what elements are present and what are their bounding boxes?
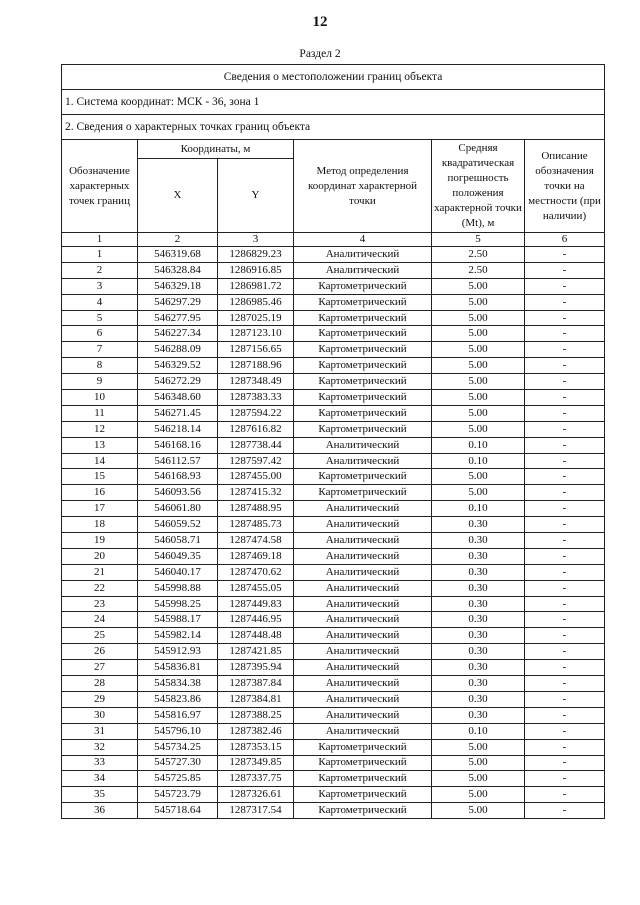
error-cell: 5.00: [432, 390, 525, 406]
x-coordinate-cell: 546061.80: [138, 501, 218, 517]
description-cell: -: [525, 676, 605, 692]
error-cell: 0.10: [432, 501, 525, 517]
page-number: 12: [312, 14, 328, 30]
header-x: X: [138, 159, 218, 233]
y-coordinate-cell: 1287446.95: [218, 612, 294, 628]
y-coordinate-cell: 1286916.85: [218, 262, 294, 278]
x-coordinate-cell: 546093.56: [138, 485, 218, 501]
x-coordinate-cell: 545723.79: [138, 787, 218, 803]
y-coordinate-cell: 1287485.73: [218, 517, 294, 533]
table-row: [62, 628, 605, 644]
x-coordinate-cell: 546058.71: [138, 533, 218, 549]
error-cell: 5.00: [432, 485, 525, 501]
x-coordinate-cell: 546040.17: [138, 564, 218, 580]
method-cell: Картометрический: [294, 405, 432, 421]
point-number-cell: 7: [62, 342, 138, 358]
x-coordinate-cell: 546168.16: [138, 437, 218, 453]
x-coordinate-cell: 546271.45: [138, 405, 218, 421]
method-cell: Картометрический: [294, 390, 432, 406]
description-cell: -: [525, 596, 605, 612]
method-cell: Аналитический: [294, 723, 432, 739]
description-cell: -: [525, 326, 605, 342]
error-cell: 5.00: [432, 739, 525, 755]
coord-system-row: 1. Система координат: МСК - 36, зона 1: [62, 90, 605, 115]
error-cell: 5.00: [432, 294, 525, 310]
description-cell: -: [525, 453, 605, 469]
method-cell: Аналитический: [294, 533, 432, 549]
point-number-cell: 8: [62, 358, 138, 374]
error-cell: 0.30: [432, 533, 525, 549]
table-row: [62, 548, 605, 564]
method-cell: Картометрический: [294, 469, 432, 485]
y-coordinate-cell: 1286985.46: [218, 294, 294, 310]
table-row: [62, 453, 605, 469]
description-cell: -: [525, 644, 605, 660]
method-cell: Картометрический: [294, 294, 432, 310]
table-row: [62, 564, 605, 580]
description-cell: -: [525, 501, 605, 517]
error-cell: 0.30: [432, 580, 525, 596]
y-coordinate-cell: 1287025.19: [218, 310, 294, 326]
error-cell: 0.10: [432, 437, 525, 453]
x-coordinate-cell: 546049.35: [138, 548, 218, 564]
table-row: [62, 533, 605, 549]
table-row: [62, 342, 605, 358]
y-coordinate-cell: 1287488.95: [218, 501, 294, 517]
description-cell: -: [525, 580, 605, 596]
point-number-cell: 16: [62, 485, 138, 501]
method-cell: Картометрический: [294, 485, 432, 501]
y-coordinate-cell: 1287474.58: [218, 533, 294, 549]
x-coordinate-cell: 546319.68: [138, 247, 218, 263]
y-coordinate-cell: 1287470.62: [218, 564, 294, 580]
method-cell: Аналитический: [294, 247, 432, 263]
table-row: [62, 310, 605, 326]
table-row: [62, 723, 605, 739]
point-number-cell: 26: [62, 644, 138, 660]
header-y: Y: [218, 159, 294, 233]
point-number-cell: 13: [62, 437, 138, 453]
x-coordinate-cell: 546348.60: [138, 390, 218, 406]
column-number: 5: [432, 233, 525, 247]
column-number-row: [62, 233, 605, 247]
description-cell: -: [525, 739, 605, 755]
description-cell: -: [525, 374, 605, 390]
y-coordinate-cell: 1287395.94: [218, 660, 294, 676]
description-cell: -: [525, 517, 605, 533]
method-cell: Аналитический: [294, 564, 432, 580]
table-row: [62, 247, 605, 263]
method-cell: Картометрический: [294, 421, 432, 437]
description-cell: -: [525, 564, 605, 580]
description-cell: -: [525, 390, 605, 406]
error-cell: 5.00: [432, 374, 525, 390]
error-cell: 0.30: [432, 548, 525, 564]
y-coordinate-cell: 1287449.83: [218, 596, 294, 612]
y-coordinate-cell: 1287337.75: [218, 771, 294, 787]
point-number-cell: 24: [62, 612, 138, 628]
method-cell: Картометрический: [294, 787, 432, 803]
section-label: Раздел 2: [299, 48, 341, 60]
method-cell: Картометрический: [294, 755, 432, 771]
error-cell: 5.00: [432, 405, 525, 421]
table-row: [62, 707, 605, 723]
method-cell: Аналитический: [294, 612, 432, 628]
method-cell: Картометрический: [294, 374, 432, 390]
table-row: [62, 596, 605, 612]
point-number-cell: 21: [62, 564, 138, 580]
description-cell: -: [525, 548, 605, 564]
y-coordinate-cell: 1287388.25: [218, 707, 294, 723]
error-cell: 0.30: [432, 707, 525, 723]
x-coordinate-cell: 545725.85: [138, 771, 218, 787]
header-error: Средняя квадратическая погрешность положения характерной точки (Mt), м: [432, 140, 525, 233]
error-cell: 5.00: [432, 469, 525, 485]
description-cell: -: [525, 405, 605, 421]
y-coordinate-cell: 1287188.96: [218, 358, 294, 374]
column-number: 4: [294, 233, 432, 247]
error-cell: 2.50: [432, 262, 525, 278]
y-coordinate-cell: 1287455.00: [218, 469, 294, 485]
x-coordinate-cell: 545727.30: [138, 755, 218, 771]
point-number-cell: 2: [62, 262, 138, 278]
header-method: Метод определения координат характерной точки: [294, 140, 432, 233]
error-cell: 0.30: [432, 564, 525, 580]
y-coordinate-cell: 1287469.18: [218, 548, 294, 564]
y-coordinate-cell: 1287349.85: [218, 755, 294, 771]
description-cell: -: [525, 421, 605, 437]
method-cell: Аналитический: [294, 596, 432, 612]
table-row: [62, 390, 605, 406]
boundary-document: [61, 64, 604, 819]
x-coordinate-cell: 545734.25: [138, 739, 218, 755]
column-number: 2: [138, 233, 218, 247]
y-coordinate-cell: 1287382.46: [218, 723, 294, 739]
description-cell: -: [525, 803, 605, 819]
x-coordinate-cell: 545998.25: [138, 596, 218, 612]
description-cell: -: [525, 707, 605, 723]
point-number-cell: 25: [62, 628, 138, 644]
y-coordinate-cell: 1287383.33: [218, 390, 294, 406]
header-description: Описание обозначения точки на местности (при наличии): [525, 140, 605, 233]
y-coordinate-cell: 1287156.65: [218, 342, 294, 358]
y-coordinate-cell: 1287455.05: [218, 580, 294, 596]
table-row: [62, 755, 605, 771]
x-coordinate-cell: 546288.09: [138, 342, 218, 358]
point-number-cell: 32: [62, 739, 138, 755]
x-coordinate-cell: 545912.93: [138, 644, 218, 660]
point-number-cell: 17: [62, 501, 138, 517]
table-row: [62, 676, 605, 692]
table-row: [62, 469, 605, 485]
error-cell: 5.00: [432, 771, 525, 787]
boundary-table: [61, 64, 605, 819]
table-row: [62, 262, 605, 278]
method-cell: Аналитический: [294, 707, 432, 723]
point-number-cell: 3: [62, 278, 138, 294]
point-number-cell: 33: [62, 755, 138, 771]
method-cell: Аналитический: [294, 691, 432, 707]
point-number-cell: 14: [62, 453, 138, 469]
table-row: [62, 771, 605, 787]
table-row: [62, 421, 605, 437]
x-coordinate-cell: 545796.10: [138, 723, 218, 739]
description-cell: -: [525, 262, 605, 278]
method-cell: Аналитический: [294, 517, 432, 533]
x-coordinate-cell: 546112.57: [138, 453, 218, 469]
point-number-cell: 1: [62, 247, 138, 263]
error-cell: 0.10: [432, 453, 525, 469]
x-coordinate-cell: 545718.64: [138, 803, 218, 819]
description-cell: -: [525, 294, 605, 310]
y-coordinate-cell: 1286981.72: [218, 278, 294, 294]
point-number-cell: 5: [62, 310, 138, 326]
x-coordinate-cell: 545816.97: [138, 707, 218, 723]
x-coordinate-cell: 546227.34: [138, 326, 218, 342]
y-coordinate-cell: 1287317.54: [218, 803, 294, 819]
method-cell: Картометрический: [294, 326, 432, 342]
x-coordinate-cell: 545834.38: [138, 676, 218, 692]
method-cell: Картометрический: [294, 310, 432, 326]
description-cell: -: [525, 358, 605, 374]
header-coordinates: Координаты, м: [138, 140, 294, 159]
error-cell: 2.50: [432, 247, 525, 263]
description-cell: -: [525, 723, 605, 739]
table-row: [62, 580, 605, 596]
y-coordinate-cell: 1287353.15: [218, 739, 294, 755]
point-number-cell: 30: [62, 707, 138, 723]
table-row: [62, 803, 605, 819]
y-coordinate-cell: 1287448.48: [218, 628, 294, 644]
error-cell: 5.00: [432, 342, 525, 358]
y-coordinate-cell: 1287387.84: [218, 676, 294, 692]
error-cell: 0.30: [432, 660, 525, 676]
error-cell: 5.00: [432, 278, 525, 294]
error-cell: 5.00: [432, 803, 525, 819]
y-coordinate-cell: 1287597.42: [218, 453, 294, 469]
description-cell: -: [525, 691, 605, 707]
table-row: [62, 326, 605, 342]
point-number-cell: 34: [62, 771, 138, 787]
error-cell: 5.00: [432, 358, 525, 374]
method-cell: Аналитический: [294, 660, 432, 676]
y-coordinate-cell: 1287123.10: [218, 326, 294, 342]
table-row: [62, 787, 605, 803]
header-designation: Обозначение характерных точек границ: [62, 140, 138, 233]
x-coordinate-cell: 546297.29: [138, 294, 218, 310]
point-number-cell: 31: [62, 723, 138, 739]
error-cell: 0.30: [432, 676, 525, 692]
method-cell: Картометрический: [294, 342, 432, 358]
description-cell: -: [525, 310, 605, 326]
method-cell: Картометрический: [294, 278, 432, 294]
table-row: [62, 405, 605, 421]
description-cell: -: [525, 660, 605, 676]
point-number-cell: 23: [62, 596, 138, 612]
point-number-cell: 4: [62, 294, 138, 310]
point-number-cell: 22: [62, 580, 138, 596]
x-coordinate-cell: 545823.86: [138, 691, 218, 707]
description-cell: -: [525, 278, 605, 294]
x-coordinate-cell: 546059.52: [138, 517, 218, 533]
method-cell: Аналитический: [294, 548, 432, 564]
x-coordinate-cell: 546277.95: [138, 310, 218, 326]
method-cell: Аналитический: [294, 453, 432, 469]
description-cell: -: [525, 533, 605, 549]
table-row: [62, 278, 605, 294]
error-cell: 0.30: [432, 612, 525, 628]
description-cell: -: [525, 755, 605, 771]
table-row: [62, 485, 605, 501]
method-cell: Аналитический: [294, 501, 432, 517]
x-coordinate-cell: 546168.93: [138, 469, 218, 485]
x-coordinate-cell: 546329.18: [138, 278, 218, 294]
table-row: [62, 374, 605, 390]
y-coordinate-cell: 1287326.61: [218, 787, 294, 803]
point-number-cell: 36: [62, 803, 138, 819]
method-cell: Аналитический: [294, 644, 432, 660]
error-cell: 0.10: [432, 723, 525, 739]
point-number-cell: 18: [62, 517, 138, 533]
table-row: [62, 612, 605, 628]
error-cell: 5.00: [432, 755, 525, 771]
x-coordinate-cell: 546218.14: [138, 421, 218, 437]
table-row: [62, 437, 605, 453]
description-cell: -: [525, 485, 605, 501]
error-cell: 5.00: [432, 421, 525, 437]
x-coordinate-cell: 545998.88: [138, 580, 218, 596]
method-cell: Аналитический: [294, 262, 432, 278]
x-coordinate-cell: 546272.29: [138, 374, 218, 390]
error-cell: 0.30: [432, 517, 525, 533]
y-coordinate-cell: 1287421.85: [218, 644, 294, 660]
x-coordinate-cell: 545988.17: [138, 612, 218, 628]
point-number-cell: 19: [62, 533, 138, 549]
x-coordinate-cell: 545836.81: [138, 660, 218, 676]
point-number-cell: 9: [62, 374, 138, 390]
column-number: 3: [218, 233, 294, 247]
x-coordinate-cell: 546328.84: [138, 262, 218, 278]
x-coordinate-cell: 546329.52: [138, 358, 218, 374]
table-row: [62, 358, 605, 374]
points-heading-row: 2. Сведения о характерных точках границ объекта: [62, 115, 605, 140]
y-coordinate-cell: 1287384.81: [218, 691, 294, 707]
description-cell: -: [525, 247, 605, 263]
point-number-cell: 10: [62, 390, 138, 406]
column-number: 6: [525, 233, 605, 247]
error-cell: 0.30: [432, 691, 525, 707]
table-row: [62, 739, 605, 755]
point-number-cell: 29: [62, 691, 138, 707]
y-coordinate-cell: 1287415.32: [218, 485, 294, 501]
description-cell: -: [525, 628, 605, 644]
point-number-cell: 15: [62, 469, 138, 485]
y-coordinate-cell: 1287738.44: [218, 437, 294, 453]
method-cell: Картометрический: [294, 771, 432, 787]
method-cell: Картометрический: [294, 358, 432, 374]
description-cell: -: [525, 469, 605, 485]
method-cell: Аналитический: [294, 676, 432, 692]
method-cell: Картометрический: [294, 803, 432, 819]
table-row: [62, 660, 605, 676]
table-title: Сведения о местоположении границ объекта: [62, 65, 605, 90]
description-cell: -: [525, 787, 605, 803]
x-coordinate-cell: 545982.14: [138, 628, 218, 644]
point-number-cell: 6: [62, 326, 138, 342]
table-row: [62, 691, 605, 707]
y-coordinate-cell: 1287348.49: [218, 374, 294, 390]
error-cell: 0.30: [432, 628, 525, 644]
point-number-cell: 35: [62, 787, 138, 803]
description-cell: -: [525, 437, 605, 453]
point-number-cell: 12: [62, 421, 138, 437]
column-number: 1: [62, 233, 138, 247]
error-cell: 5.00: [432, 787, 525, 803]
method-cell: Картометрический: [294, 739, 432, 755]
point-number-cell: 27: [62, 660, 138, 676]
error-cell: 0.30: [432, 644, 525, 660]
method-cell: Аналитический: [294, 580, 432, 596]
y-coordinate-cell: 1286829.23: [218, 247, 294, 263]
point-number-cell: 28: [62, 676, 138, 692]
description-cell: -: [525, 612, 605, 628]
description-cell: -: [525, 342, 605, 358]
table-row: [62, 501, 605, 517]
point-number-cell: 11: [62, 405, 138, 421]
table-row: [62, 644, 605, 660]
method-cell: Аналитический: [294, 628, 432, 644]
table-row: [62, 294, 605, 310]
error-cell: 5.00: [432, 310, 525, 326]
y-coordinate-cell: 1287616.82: [218, 421, 294, 437]
table-row: [62, 517, 605, 533]
method-cell: Аналитический: [294, 437, 432, 453]
error-cell: 0.30: [432, 596, 525, 612]
error-cell: 5.00: [432, 326, 525, 342]
y-coordinate-cell: 1287594.22: [218, 405, 294, 421]
description-cell: -: [525, 771, 605, 787]
point-number-cell: 20: [62, 548, 138, 564]
